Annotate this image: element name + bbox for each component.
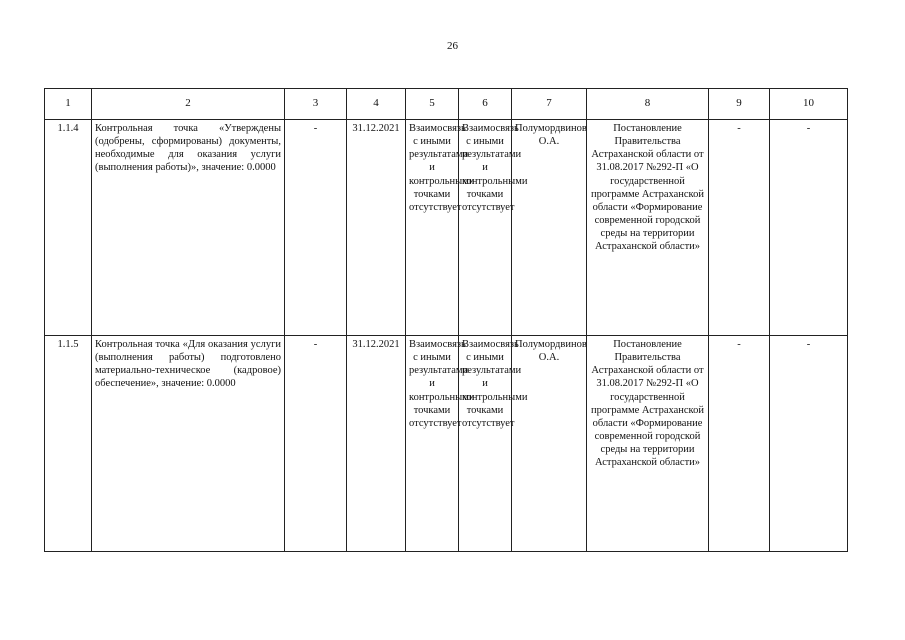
row-col10: - (770, 120, 848, 336)
column-header: 6 (459, 89, 512, 120)
column-header: 8 (587, 89, 709, 120)
control-points-table (44, 88, 848, 552)
row-col3: - (285, 336, 347, 552)
column-header: 4 (347, 89, 406, 120)
row-col9: - (709, 120, 770, 336)
table-row (45, 336, 848, 552)
row-responsible: Полумордвинов О.А. (512, 336, 587, 552)
row-link-prev: Взаимосвязь с иными результатами и контрольными точками отсутствует (406, 120, 459, 336)
column-header: 3 (285, 89, 347, 120)
row-col10: - (770, 336, 848, 552)
row-name: Контрольная точка «Для оказания услуги (выполнения работы) подготовлено материально-техническое (кадровое) обеспечение», значение: 0.0000 (92, 336, 285, 552)
column-header: 1 (45, 89, 92, 120)
row-col3: - (285, 120, 347, 336)
row-date: 31.12.2021 (347, 120, 406, 336)
row-code: 1.1.5 (45, 336, 92, 552)
column-header: 5 (406, 89, 459, 120)
row-link-next: Взаимосвязь с иными результатами и контрольными точками отсутствует (459, 336, 512, 552)
page-number: 26 (447, 40, 458, 52)
column-header: 7 (512, 89, 587, 120)
row-date: 31.12.2021 (347, 336, 406, 552)
table-row (45, 120, 848, 336)
row-document: Постановление Правительства Астраханской области от 31.08.2017 №292-П «О государственной программе Астраханской области «Формирование современной городской среды на территории Астраханской области» (587, 120, 709, 336)
column-header: 2 (92, 89, 285, 120)
row-col9: - (709, 336, 770, 552)
column-header: 9 (709, 89, 770, 120)
row-link-prev: Взаимосвязь с иными результатами и контрольными точками отсутствует (406, 336, 459, 552)
row-responsible: Полумордвинов О.А. (512, 120, 587, 336)
column-number-header-row (45, 89, 848, 120)
column-header: 10 (770, 89, 848, 120)
row-name: Контрольная точка «Утверждены (одобрены, сформированы) документы, необходимые для оказания услуги (выполнения работы)», значение: 0.0000 (92, 120, 285, 336)
row-code: 1.1.4 (45, 120, 92, 336)
row-document: Постановление Правительства Астраханской области от 31.08.2017 №292-П «О государственной программе Астраханской области «Формирование современной городской среды на территории Астраханской области» (587, 336, 709, 552)
row-link-next: Взаимосвязь с иными результатами и контрольными точками отсутствует (459, 120, 512, 336)
